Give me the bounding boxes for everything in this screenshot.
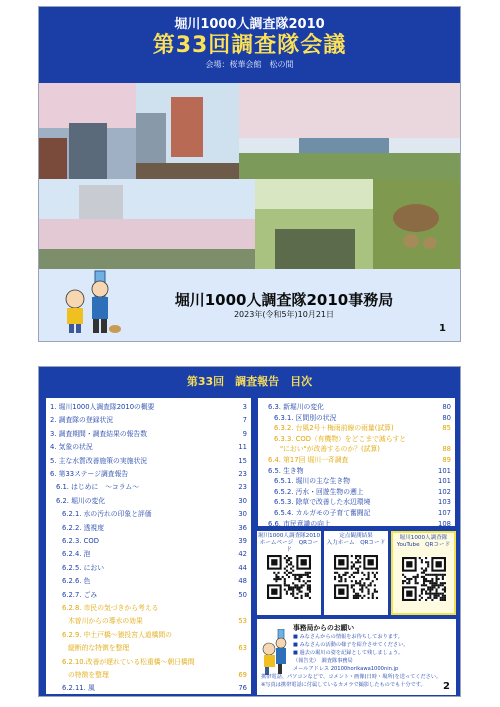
qr-panel	[257, 531, 456, 615]
toc-left-box	[45, 397, 252, 695]
photo-cherry-river	[39, 83, 136, 179]
toc-row[interactable]	[50, 456, 247, 466]
toc-row[interactable]	[262, 455, 451, 465]
toc-row-text: 6.1. はじめに ～コラム～	[56, 483, 140, 492]
qr-card-homepage	[257, 531, 321, 615]
bureau-line: ■ みなさんからの情報をお待ちしております。	[293, 634, 403, 640]
toc-row-text: 6.2.3. COD	[62, 537, 99, 545]
toc-row[interactable]	[50, 576, 247, 586]
cover-organization: 堀川1000人調査隊2010事務局	[174, 291, 394, 309]
toc-row-page: 101	[438, 477, 451, 486]
toc-row-text: 1. 堀川1000人調査隊2010の概要	[50, 403, 155, 411]
toc-row-text: 6.5. 生き物	[268, 466, 304, 475]
toc-row-page: 69	[238, 671, 247, 679]
toc-row-page: 9	[242, 429, 247, 438]
toc-row-page: 30	[238, 496, 247, 505]
bureau-line: 携帯電話、パソコンなどで、コメント・画像(日時・場所)を送ってください。	[261, 674, 442, 680]
toc-row-page: 44	[238, 563, 247, 572]
toc-row-text: 6.5.1. 堀川の主な生き物	[274, 477, 350, 486]
toc-row-page: 101	[438, 466, 451, 475]
bureau-line: ■ みなさんの活動の様子を紹介させてください。	[293, 642, 409, 648]
toc-row-text: 6.4. 第17回 堀川一斉調査	[268, 456, 349, 464]
toc-row-text: 2. 調査隊の登録状況	[50, 416, 114, 425]
toc-row-page: 42	[238, 550, 247, 559]
toc-row[interactable]	[50, 415, 247, 425]
toc-row[interactable]	[50, 402, 247, 412]
qr-label: 定点観測結果 入力ホーム QRコード	[326, 533, 386, 546]
toc-row[interactable]	[50, 683, 247, 693]
toc-row-text: 6.3. 新堀川の変化	[268, 403, 324, 411]
toc-row[interactable]	[50, 509, 247, 519]
bureau-line: （報告先） 調査隊事務局	[293, 658, 353, 664]
toc-row[interactable]	[50, 523, 247, 533]
toc-row-page: 3	[242, 403, 247, 411]
toc-row-text: 6.2.4. 泡	[62, 550, 91, 559]
toc-row-text: 木曽川からの導水の効果	[68, 617, 143, 626]
toc-row[interactable]	[50, 536, 247, 546]
toc-row-text: 6.6. 市民意識の向上	[268, 519, 331, 528]
toc-row-text: 6.2.8. 市民の気づきから考える	[62, 604, 159, 612]
bureau-line: ■ 過去の堀川の姿を記録として残しましょう。	[293, 650, 404, 656]
toc-row-page: 76	[238, 684, 247, 693]
toc-row[interactable]	[50, 549, 247, 559]
toc-row-page: 36	[238, 523, 247, 532]
qr-code-icon[interactable]	[402, 557, 446, 601]
toc-row-text: 6. 第33ステージ調査報告	[50, 470, 129, 478]
toc-row[interactable]	[50, 603, 247, 613]
toc-row-text: 6.2.10.改善が遅れている松重橋～朝日橋間	[62, 657, 195, 666]
toc-row-text: 6.2.1. 水の汚れの印象と評価	[62, 510, 152, 519]
bureau-title: 事務局からのお願い	[293, 624, 355, 632]
toc-row-page: 102	[438, 487, 451, 496]
toc-row[interactable]	[262, 519, 451, 529]
toc-row-text: 6.3.1. 区間別の状況	[274, 413, 337, 422]
toc-row[interactable]	[262, 476, 451, 486]
qr-code-icon[interactable]	[267, 555, 311, 599]
toc-row[interactable]	[262, 444, 451, 454]
toc-row-page: 63	[238, 644, 247, 653]
toc-row[interactable]	[50, 657, 247, 667]
toc-row-page: 108	[438, 519, 451, 528]
toc-row-text: の特徴を整理	[68, 671, 109, 679]
toc-row-text: 6.2. 堀川の変化	[56, 496, 106, 505]
toc-row-page: 23	[238, 483, 247, 492]
photo-ducks	[373, 179, 461, 269]
toc-row[interactable]	[50, 496, 247, 506]
toc-row[interactable]	[262, 466, 451, 476]
toc-row-text: 6.2.7. ごみ	[62, 590, 98, 599]
toc-row-page: 85	[442, 424, 451, 433]
toc-row-text: 6.3.3. COD（有機物）をどこまで減らすと	[274, 434, 407, 443]
toc-row[interactable]	[262, 413, 451, 423]
toc-row[interactable]	[50, 670, 247, 680]
toc-row[interactable]	[50, 469, 247, 479]
toc-row-text: 6.2.9. 中土戸橋～猿投宮人道橋間の	[62, 630, 172, 639]
cover-header-band	[39, 7, 460, 83]
cover-date: 2023年(令和5年)10月21日	[233, 310, 335, 319]
toc-row[interactable]	[262, 497, 451, 507]
qr-card-youtube	[391, 531, 456, 615]
mascot-illustration	[61, 269, 123, 337]
toc-row-page: 23	[238, 470, 247, 478]
toc-row-text: 3. 調査期間・調査結果の報告数	[50, 429, 148, 438]
toc-row-page: 50	[238, 590, 247, 599]
toc-row[interactable]	[50, 630, 247, 640]
toc-row-text: 6.5.3. 除草で改善した水辺環境	[274, 498, 371, 507]
toc-row-page: 53	[238, 617, 247, 626]
slide-2-toc	[38, 366, 461, 697]
toc-right-box	[257, 397, 456, 527]
toc-row-text: 6.2.2. 透視度	[62, 523, 105, 532]
toc-row-text: 6.5.4. カルガモの子育て奮闘記	[274, 509, 371, 517]
toc-row-page: 103	[438, 498, 451, 507]
toc-row-text: 6.2.11. 風	[62, 684, 95, 693]
toc-row-page: 39	[238, 537, 247, 545]
toc-row-page: 11	[238, 443, 247, 452]
toc-row-page: 7	[242, 416, 247, 425]
toc-row-text: "におい"が改善するのか？(試算)	[280, 445, 380, 454]
toc-row-page: 30	[238, 510, 247, 519]
bureau-line: メールアドレス 20100horikawa1000nin.jp	[293, 666, 399, 672]
toc-row[interactable]	[262, 508, 451, 518]
toc-row-text: 6.3.2. 台風2号＋梅雨前線の雨量(試算)	[274, 424, 394, 433]
cover-subtitle: 堀川1000人調査隊2010	[174, 17, 325, 32]
toc-row-text: 6.5.2. 汚水・回遊生物の遡上	[274, 487, 364, 496]
qr-label: 堀川1000人調査隊 YouTube QRコード	[396, 535, 451, 548]
toc-row[interactable]	[50, 482, 247, 492]
toc-row-page: 48	[238, 577, 247, 586]
photo-twin-tower-park	[39, 179, 255, 269]
mascot-small-illustration	[260, 629, 290, 679]
toc-row[interactable]	[50, 643, 247, 653]
toc-row[interactable]	[262, 402, 451, 412]
toc-row-page: 89	[442, 456, 451, 464]
toc-row-page: 80	[442, 403, 451, 411]
qr-label: 堀川1000人調査隊2010 ホームページ QRコード	[257, 533, 321, 553]
photo-green-waterway	[255, 179, 373, 269]
toc-row-page: 88	[442, 445, 451, 454]
toc-row[interactable]	[262, 487, 451, 497]
toc-row[interactable]	[50, 563, 247, 573]
page-number: 2	[443, 681, 450, 692]
toc-row[interactable]	[50, 442, 247, 452]
page-number: 1	[439, 323, 446, 334]
bureau-line: ※写真は携帯電話に付属しているカメラで撮影したものでも十分です。	[261, 682, 426, 688]
toc-row-text: 6.2.6. 色	[62, 577, 91, 586]
toc-row[interactable]	[50, 616, 247, 626]
qr-card-input-form	[324, 531, 388, 615]
toc-row[interactable]	[50, 429, 247, 439]
photo-city-buildings	[136, 83, 239, 179]
toc-row-text: 6.2.5. におい	[62, 563, 105, 572]
toc-row-text: 縦断的な特徴を整理	[68, 644, 130, 653]
photo-cherry-canal	[239, 83, 461, 179]
toc-title: 第33回 調査報告 目次	[186, 375, 313, 388]
toc-row[interactable]	[262, 423, 451, 433]
cover-venue: 会場：桜華会館 松の間	[205, 60, 294, 69]
toc-row-page: 107	[438, 509, 451, 517]
qr-code-icon[interactable]	[334, 555, 378, 599]
slide-1-cover	[38, 6, 461, 342]
toc-row[interactable]	[262, 434, 451, 444]
cover-title: 第33回調査隊会議	[152, 33, 347, 58]
toc-row-text: 4. 気象の状況	[50, 443, 93, 452]
toc-row-page: 80	[442, 413, 451, 422]
toc-row-page: 15	[238, 456, 247, 465]
toc-row-text: 5. 主な水質改善施策の実施状況	[50, 456, 148, 465]
toc-row[interactable]	[50, 590, 247, 600]
bureau-request-box	[257, 619, 456, 695]
